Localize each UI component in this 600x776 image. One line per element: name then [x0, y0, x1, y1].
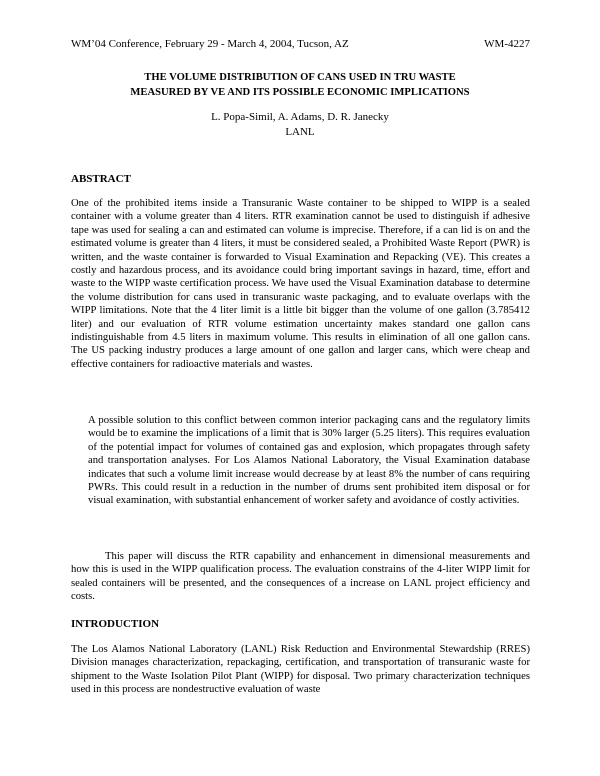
- abstract-heading: ABSTRACT: [71, 173, 131, 185]
- abstract-paragraph-1: One of the prohibited items inside a Transuranic Waste container to be shipped to WIPP is a sealed container with a volume greater than 4 liters. RTR examination cannot be used to distinguish if adhesive tape was used for sealing a can and estimated can volume is imprecise. Therefore, if a can lid is on and the estimated volume is greater than 4 liters, it must be considered sealed, a Prohibited Waste Report (PWR) is written, and the waste container is forwarded to Visual Examination and Repacking (VE). This creates a costly and hazardous process, and its avoidance could bring important savings in hazard, time, effort and waste to the WIPP waste certification process. We have used the Visual Examination database to determine the volume distribution for cans used in transuranic waste packaging, and to evaluate overlaps with the WIPP limitations. Note that the 4 liter limit is a little bit bigger than the volume of one gallon (3.785412 liter) and our evaluation of RTR volume estimation uncertainty makes standard one gallon cans indistinguishable from 4.5 liters in maximum volume. This results in elimination of all one gallon cans. The US packing industry produces a large amount of one gallon and larger cans, which were cheap and effective containers for radioactive materials and wastes.: [71, 198, 530, 370]
- author-block: [60, 110, 540, 140]
- title-line-2: MEASURED BY VE AND ITS POSSIBLE ECONOMIC IMPLICATIONS: [130, 87, 470, 98]
- running-header-conference: WM’04 Conference, February 29 - March 4, 2004, Tucson, AZ: [71, 38, 349, 50]
- running-header-paper-id: WM-4227: [484, 38, 530, 50]
- author-affiliation: LANL: [285, 126, 315, 138]
- introduction-heading: INTRODUCTION: [71, 618, 160, 630]
- introduction-paragraph-1: The Los Alamos National Laboratory (LANL) Risk Reduction and Environmental Stewardship (RRES) Division manages characterization, repackaging, certification, and transportation of transuranic waste for shipment to the Waste Isolation Pilot Plant (WIPP) for disposal. Two primary characterization techniques used in this process are nondestructive evaluation of waste: [71, 644, 530, 696]
- abstract-paragraph-3: This paper will discuss the RTR capability and enhancement in dimensional measurements and how this is used in the WIPP qualification process. The evaluation constrains of the 4-liter WIPP limit for sealed containers will be presented, and the consequences of a increase on LANL project efficiency and costs.: [71, 551, 530, 603]
- abstract-paragraph-2: A possible solution to this conflict between common interior packaging cans and the regulatory limits would be to examine the implications of a limit that is 30% larger (5.25 liters). This requires evaluation of the potential impact for volumes of contained gas and explosion, which propagates through safety and transportation analyses. For Los Alamos National Laboratory, the Visual Examination database indicates that such a volume limit increase would decrease by at least 8% the number of cans requiring PWRs. This could result in a reduction in the number of drums sent prohibited item disposal or for visual examination, with substantial enhancement of worker safety and avoidance of costly activities.: [88, 415, 530, 507]
- title-line-1: THE VOLUME DISTRIBUTION OF CANS USED IN TRU WASTE: [144, 72, 456, 83]
- author-names: L. Popa-Simil, A. Adams, D. R. Janecky: [211, 111, 389, 123]
- paper-title: [60, 70, 540, 100]
